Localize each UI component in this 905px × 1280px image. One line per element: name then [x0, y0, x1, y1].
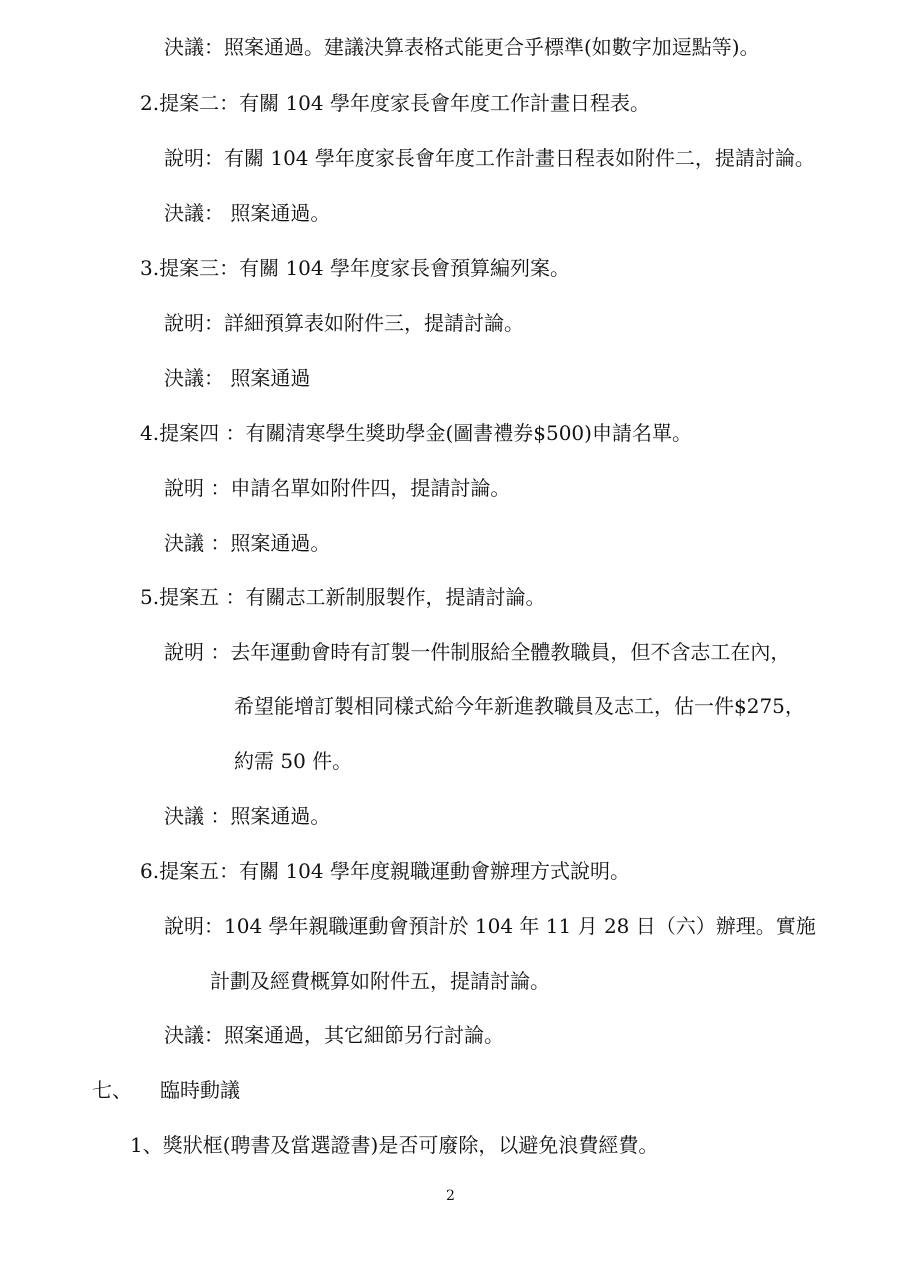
proposal-4-explanation: 說明 ：申請名單如附件四，提請討論。	[164, 476, 511, 500]
resolution-line-1: 決議：照案通過。建議決算表格式能更合乎標準(如數字加逗點等)。	[164, 35, 760, 59]
proposal-4-resolution: 決議 ：照案通過。	[164, 531, 331, 555]
proposal-3-explanation: 說明：詳細預算表如附件三，提請討論。	[164, 311, 524, 335]
proposal-5-resolution: 決議 ：照案通過。	[164, 804, 331, 828]
section-7-number: 七、	[92, 1078, 132, 1102]
proposal-3-resolution: 決議： 照案通過	[164, 366, 311, 390]
proposal-6-explanation-line-1: 說明：104 學年親職運動會預計於 104 年 11 月 28 日（六）辦理。實施	[164, 914, 816, 938]
proposal-5-explanation-line-2: 希望能增訂製相同樣式給今年新進教職員及志工，估一件$275，	[234, 694, 805, 718]
proposal-6-explanation-line-2: 計劃及經費概算如附件五，提請討論。	[210, 969, 550, 993]
proposal-2-resolution: 決議： 照案通過。	[164, 201, 331, 225]
proposal-4-title: 4.提案四 ：有關清寒學生獎助學金(圖書禮券$500)申請名單。	[140, 421, 692, 445]
proposal-3-title: 3.提案三：有關 104 學年度家長會預算編列案。	[140, 256, 570, 280]
page-number: 2	[446, 1188, 455, 1204]
proposal-5-explanation-line-3: 約需 50 件。	[234, 749, 353, 773]
proposal-5-title: 5.提案五 ：有關志工新制服製作，提請討論。	[140, 585, 546, 609]
proposal-6-resolution: 決議：照案通過，其它細節另行討論。	[164, 1023, 504, 1047]
section-7-title: 臨時動議	[160, 1078, 240, 1102]
proposal-6-title: 6.提案五：有關 104 學年度親職運動會辦理方式說明。	[140, 859, 630, 883]
proposal-2-title: 2.提案二：有關 104 學年度家長會年度工作計畫日程表。	[140, 91, 650, 115]
extempore-motion-1: 1、獎狀框(聘書及當選證書)是否可廢除，以避免浪費經費。	[130, 1133, 659, 1157]
proposal-2-explanation: 說明：有關 104 學年度家長會年度工作計畫日程表如附件二，提請討論。	[164, 146, 815, 170]
proposal-5-explanation-line-1: 說明 ：去年運動會時有訂製一件制服給全體教職員，但不含志工在內，	[164, 640, 791, 664]
